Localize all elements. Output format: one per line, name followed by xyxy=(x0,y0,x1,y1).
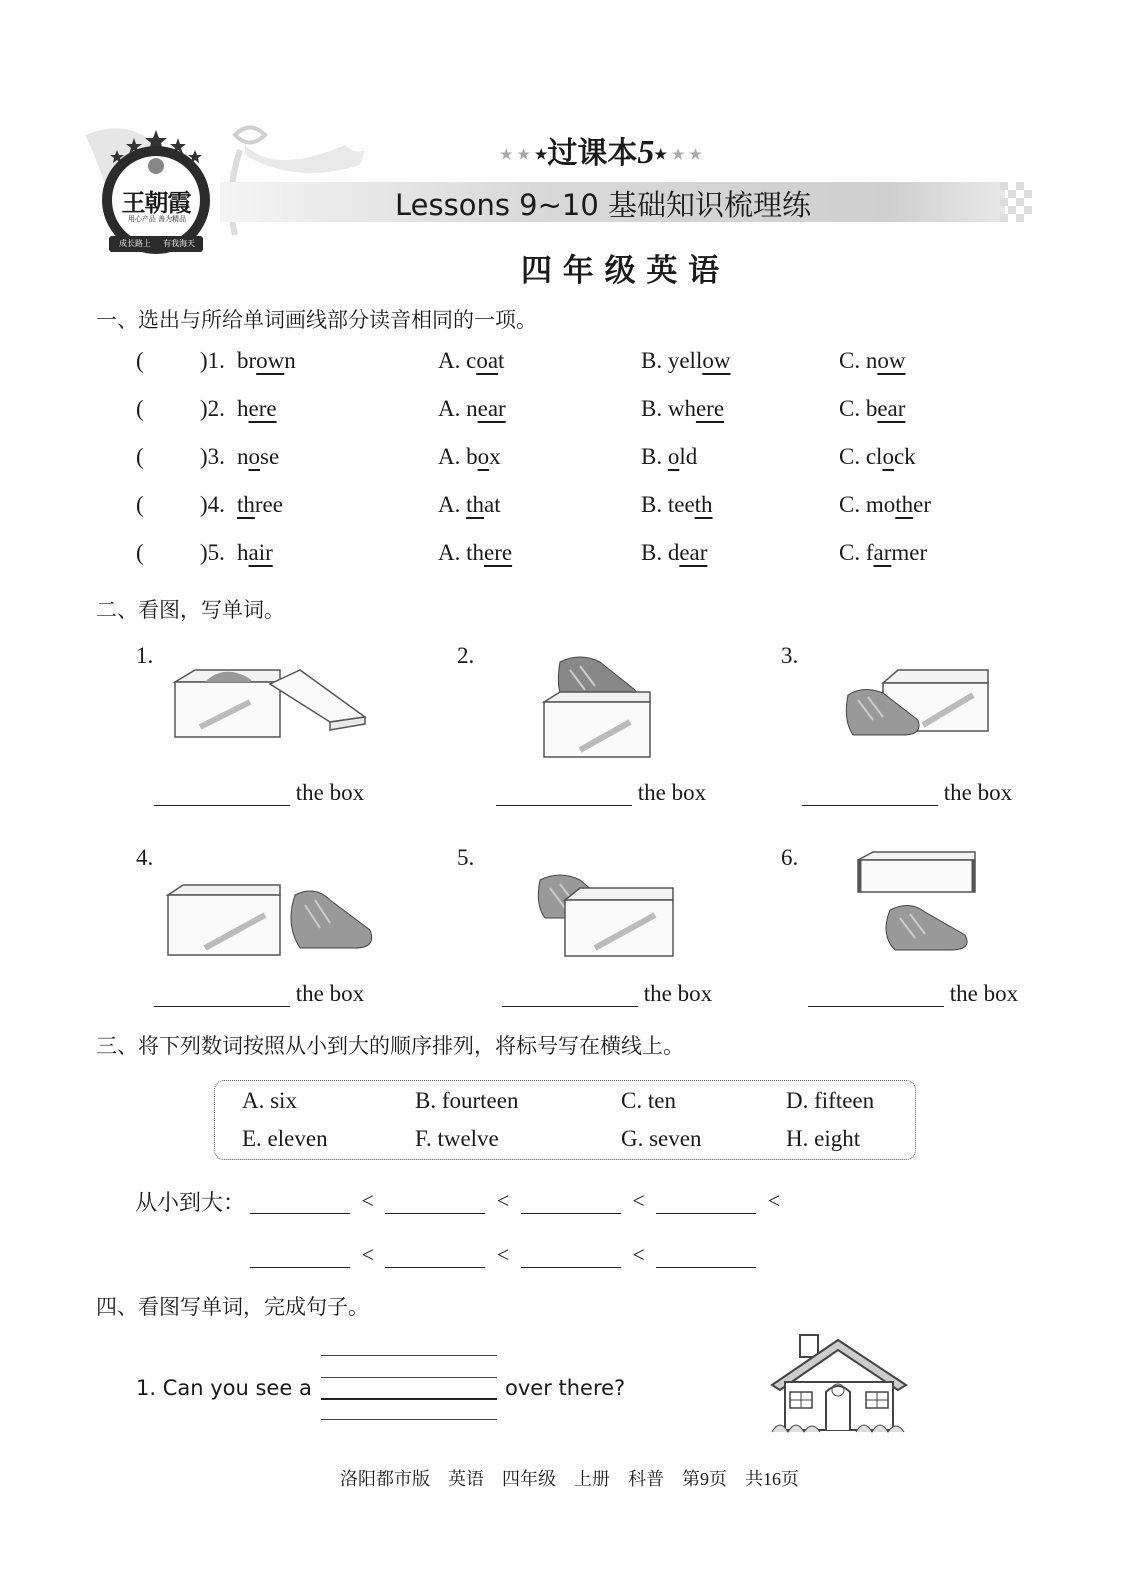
pic-item-number: 3. xyxy=(781,643,799,668)
section2-title: 二、看图，写单词。 xyxy=(96,598,285,622)
underlined-part: o xyxy=(248,444,260,469)
series-title xyxy=(500,128,702,171)
underlined-part: ere xyxy=(695,396,725,421)
word-part: A. n xyxy=(438,396,478,421)
number-option: F. twelve xyxy=(415,1126,499,1151)
answer-paren-open[interactable]: ( xyxy=(136,540,144,565)
underlined-part: o xyxy=(882,444,894,469)
word-part: C. mo xyxy=(839,492,896,517)
number-option: H. eight xyxy=(786,1126,861,1151)
less-than: < xyxy=(361,1188,374,1213)
star-right-icon: ★ xyxy=(654,147,667,163)
order-blank[interactable] xyxy=(385,1189,485,1214)
pic-answer-5 xyxy=(502,981,712,1007)
option-b[interactable] xyxy=(641,396,724,422)
pic-item-number: 4. xyxy=(136,845,154,870)
pic-answer-3 xyxy=(802,780,1012,806)
number-option: D. fifteen xyxy=(786,1088,875,1113)
shoes-beside-box-image xyxy=(843,665,993,745)
number-option: A. six xyxy=(242,1088,297,1113)
word-part: B. yell xyxy=(641,348,703,373)
word-part: n xyxy=(284,348,296,373)
underlined-part: air xyxy=(248,540,273,565)
answer-paren-open[interactable]: ( xyxy=(136,348,144,373)
subject-title: 四 年 级 英 语 xyxy=(521,253,720,289)
word-part: B. d xyxy=(641,540,680,565)
number-option: C. ten xyxy=(621,1088,676,1113)
option-c[interactable] xyxy=(839,348,905,374)
word-part: A. c xyxy=(438,348,477,373)
question-number: )3. xyxy=(200,444,225,469)
answer-blank[interactable] xyxy=(808,982,944,1007)
option-c[interactable] xyxy=(839,396,905,422)
order-blank[interactable] xyxy=(250,1243,350,1268)
underlined-part: o xyxy=(477,444,490,469)
brand-slogan-1: 用心产品 善为精品 xyxy=(127,215,187,223)
word-part: C. f xyxy=(839,540,874,565)
order-blank[interactable] xyxy=(521,1243,621,1268)
word-part: B. wh xyxy=(641,396,696,421)
number-option: G. seven xyxy=(621,1126,702,1151)
less-than: < xyxy=(767,1188,781,1213)
underlined-part: ar xyxy=(873,540,892,565)
q1-suffix: over there? xyxy=(505,1376,626,1400)
word-part: h xyxy=(237,540,249,565)
word-part: n xyxy=(237,444,249,469)
option-a[interactable] xyxy=(438,540,512,566)
brand-slogan-2: 成长路上 xyxy=(119,239,151,248)
q1-prefix: 1. Can you see a xyxy=(136,1376,312,1400)
less-than: < xyxy=(632,1188,645,1213)
answer-blank[interactable] xyxy=(496,781,632,806)
pic-suffix: the box xyxy=(949,981,1019,1006)
section1-title: 一、选出与所给单词画线部分读音相同的一项。 xyxy=(96,308,537,332)
option-a[interactable] xyxy=(438,396,506,422)
option-a[interactable] xyxy=(438,444,501,470)
option-b[interactable] xyxy=(641,444,697,470)
shoes-behind-box-image xyxy=(535,870,680,960)
word-part: A. th xyxy=(438,540,484,565)
order-blank[interactable] xyxy=(656,1189,756,1214)
given-word xyxy=(237,396,277,422)
underlined-part: ear xyxy=(477,396,506,421)
pic-suffix: the box xyxy=(643,981,713,1006)
brand-logo xyxy=(97,128,215,258)
series-label: 过课本 xyxy=(547,136,638,171)
answer-paren-open[interactable]: ( xyxy=(136,396,144,421)
given-word xyxy=(237,540,273,566)
underlined-part: ere xyxy=(484,540,513,565)
stars-left-icon: ★ ★ xyxy=(500,147,535,163)
word-part: mer xyxy=(891,540,928,565)
question-number: )5. xyxy=(200,540,225,565)
less-than: < xyxy=(361,1242,374,1267)
word-part: A. xyxy=(438,492,467,517)
order-blank[interactable] xyxy=(250,1189,350,1214)
word-part: h xyxy=(237,396,249,421)
word-part: B. tee xyxy=(641,492,695,517)
pic-answer-4 xyxy=(154,981,364,1007)
house-image xyxy=(770,1330,910,1435)
pic-suffix: the box xyxy=(943,780,1013,805)
order-label: 从小到大： xyxy=(135,1191,246,1216)
star-left-icon: ★ xyxy=(534,147,548,163)
underlined-part: oa xyxy=(476,348,499,373)
answer-paren-open[interactable]: ( xyxy=(136,492,144,517)
pic-suffix: the box xyxy=(295,780,365,805)
option-b[interactable] xyxy=(641,540,707,566)
underlined-part: th xyxy=(694,492,713,517)
option-b[interactable] xyxy=(641,348,730,374)
section3-title: 三、将下列数词按照从小到大的顺序排列，将标号写在横线上。 xyxy=(96,1034,684,1058)
answer-blank[interactable] xyxy=(502,982,638,1007)
underlined-part: ear xyxy=(877,396,906,421)
shoes-in-box-image xyxy=(170,662,370,742)
word-part: er xyxy=(913,492,931,517)
order-blank[interactable] xyxy=(656,1243,756,1268)
order-row-2 xyxy=(250,1242,756,1268)
number-option: B. fourteen xyxy=(415,1088,519,1113)
pic-suffix: the box xyxy=(637,780,707,805)
underlined-part: ow xyxy=(256,348,285,373)
underlined-part: ow xyxy=(702,348,731,373)
header xyxy=(0,0,1139,300)
given-word xyxy=(237,492,283,518)
option-a[interactable] xyxy=(438,492,501,518)
order-blank[interactable] xyxy=(385,1243,485,1268)
word-part: br xyxy=(237,348,257,373)
word-part: C. b xyxy=(839,396,878,421)
pic-answer-1 xyxy=(154,780,364,806)
less-than: < xyxy=(632,1242,645,1267)
underlined-part: ow xyxy=(877,348,906,373)
question-number: )2. xyxy=(200,396,225,421)
underlined-part: o xyxy=(667,444,680,469)
option-c[interactable] xyxy=(839,492,931,518)
word-part: at xyxy=(484,492,501,517)
lesson-title: Lessons 9~10 基础知识梳理练 xyxy=(395,188,812,222)
shoes-under-box-image xyxy=(855,850,980,955)
page-footer: 洛阳都市版 英语 四年级 上册 科普 第9页 共16页 xyxy=(340,1469,799,1489)
series-number: 5 xyxy=(637,134,655,171)
underlined-part: th xyxy=(895,492,914,517)
answer-blank[interactable] xyxy=(154,781,290,806)
shoes-on-box-image xyxy=(540,652,660,762)
pic-suffix: the box xyxy=(295,981,365,1006)
order-row-1 xyxy=(250,1188,786,1214)
option-b[interactable] xyxy=(641,492,713,518)
word-part: ld xyxy=(679,444,698,469)
checker-decoration xyxy=(1000,182,1040,222)
word-part: se xyxy=(260,444,280,469)
answer-blank[interactable] xyxy=(154,982,290,1007)
word-part: C. n xyxy=(839,348,878,373)
answer-paren-open[interactable]: ( xyxy=(136,444,144,469)
pic-answer-2 xyxy=(496,780,706,806)
option-a[interactable] xyxy=(438,348,504,374)
less-than: < xyxy=(496,1188,510,1213)
option-c[interactable] xyxy=(839,540,927,566)
answer-blank[interactable] xyxy=(802,781,938,806)
underlined-part: ear xyxy=(679,540,708,565)
underlined-part: ere xyxy=(248,396,277,421)
given-word xyxy=(237,348,296,374)
word-part: ree xyxy=(254,492,283,517)
underlined-part: th xyxy=(237,492,255,517)
writing-lines[interactable] xyxy=(321,1355,497,1421)
pic-answer-6 xyxy=(808,981,1018,1007)
box-and-shoes-image xyxy=(165,880,380,960)
word-part: ck xyxy=(893,444,916,469)
word-part: C. cl xyxy=(839,444,883,469)
brand-name: 王朝霞 xyxy=(121,188,191,217)
pic-item-number: 2. xyxy=(457,643,475,668)
pic-item-number: 5. xyxy=(457,845,475,870)
stars-right-icon: ★ ★ xyxy=(666,147,702,163)
section4-title: 四、看图写单词，完成句子。 xyxy=(96,1295,369,1319)
pic-item-number: 1. xyxy=(136,643,154,668)
brand-slogan-3: 有我海天 xyxy=(163,239,195,248)
given-word xyxy=(237,444,279,470)
pic-item-number: 6. xyxy=(781,845,799,870)
number-option: E. eleven xyxy=(242,1126,328,1151)
less-than: < xyxy=(496,1242,510,1267)
word-part: A. b xyxy=(438,444,478,469)
question-number: )1. xyxy=(200,348,225,373)
word-part: B. xyxy=(641,444,668,469)
word-part: x xyxy=(489,444,501,469)
option-c[interactable] xyxy=(839,444,916,470)
question-number: )4. xyxy=(200,492,225,517)
underlined-part: th xyxy=(466,492,485,517)
order-blank[interactable] xyxy=(521,1189,621,1214)
word-part: t xyxy=(498,348,505,373)
